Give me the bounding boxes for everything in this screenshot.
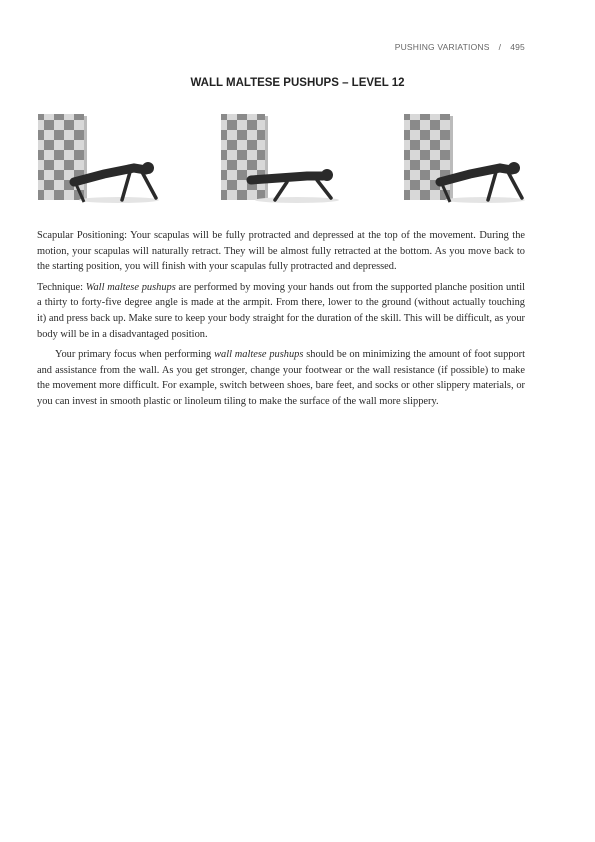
focus-emphasis: wall maltese pushups bbox=[214, 349, 304, 361]
exercise-title: WALL MALTESE PUSHUPS – LEVEL 12 bbox=[190, 77, 405, 89]
wall-maltese-finish-photo bbox=[400, 110, 530, 210]
technique-text: are performed by moving your hands out from the supported planche position until a thirty to forty-five degree angle is made at the armpit. From there, lower to the ground (without actually touching it) and press back up. Make sure to keep your body straight for the duration of the skill. This will be difficult, as your body will be in a disadvantaged position. bbox=[37, 281, 526, 340]
technique-label: Technique: bbox=[37, 281, 86, 293]
technique-emphasis: Wall maltese pushups bbox=[85, 281, 176, 293]
body-text bbox=[37, 228, 525, 415]
focus-text: should be on minimizing the amount of foot support and assistance from the wall. As you get stronger, change your footwear or the wall resistance (if possible) to make the movement more difficult. For example, switch between shoes, bare feet, and socks or other slippery materials, or you can invest in smooth plastic or linoleum tiling to make the surface of the wall more slippery. bbox=[37, 349, 526, 407]
running-header bbox=[395, 42, 525, 52]
primary-focus-paragraph bbox=[37, 347, 525, 409]
wall-maltese-start-photo bbox=[34, 110, 164, 210]
focus-start: Your primary focus when performing bbox=[55, 349, 215, 361]
scapular-positioning-paragraph: Scapular Positioning: Your scapulas will be fully protracted and depressed at the top of the movement. During the motion, your scapulas will naturally retract. They will be almost fully retracted at the bottom. As you move back to the starting position, you will finish with your scapulas fully protracted and depressed. bbox=[37, 230, 525, 273]
section-title: PUSHING VARIATIONS bbox=[394, 42, 490, 52]
page-number: 495 bbox=[510, 42, 525, 52]
wall-maltese-bottom-photo bbox=[217, 110, 347, 210]
header-separator: / bbox=[498, 42, 502, 52]
technique-paragraph bbox=[37, 280, 525, 342]
